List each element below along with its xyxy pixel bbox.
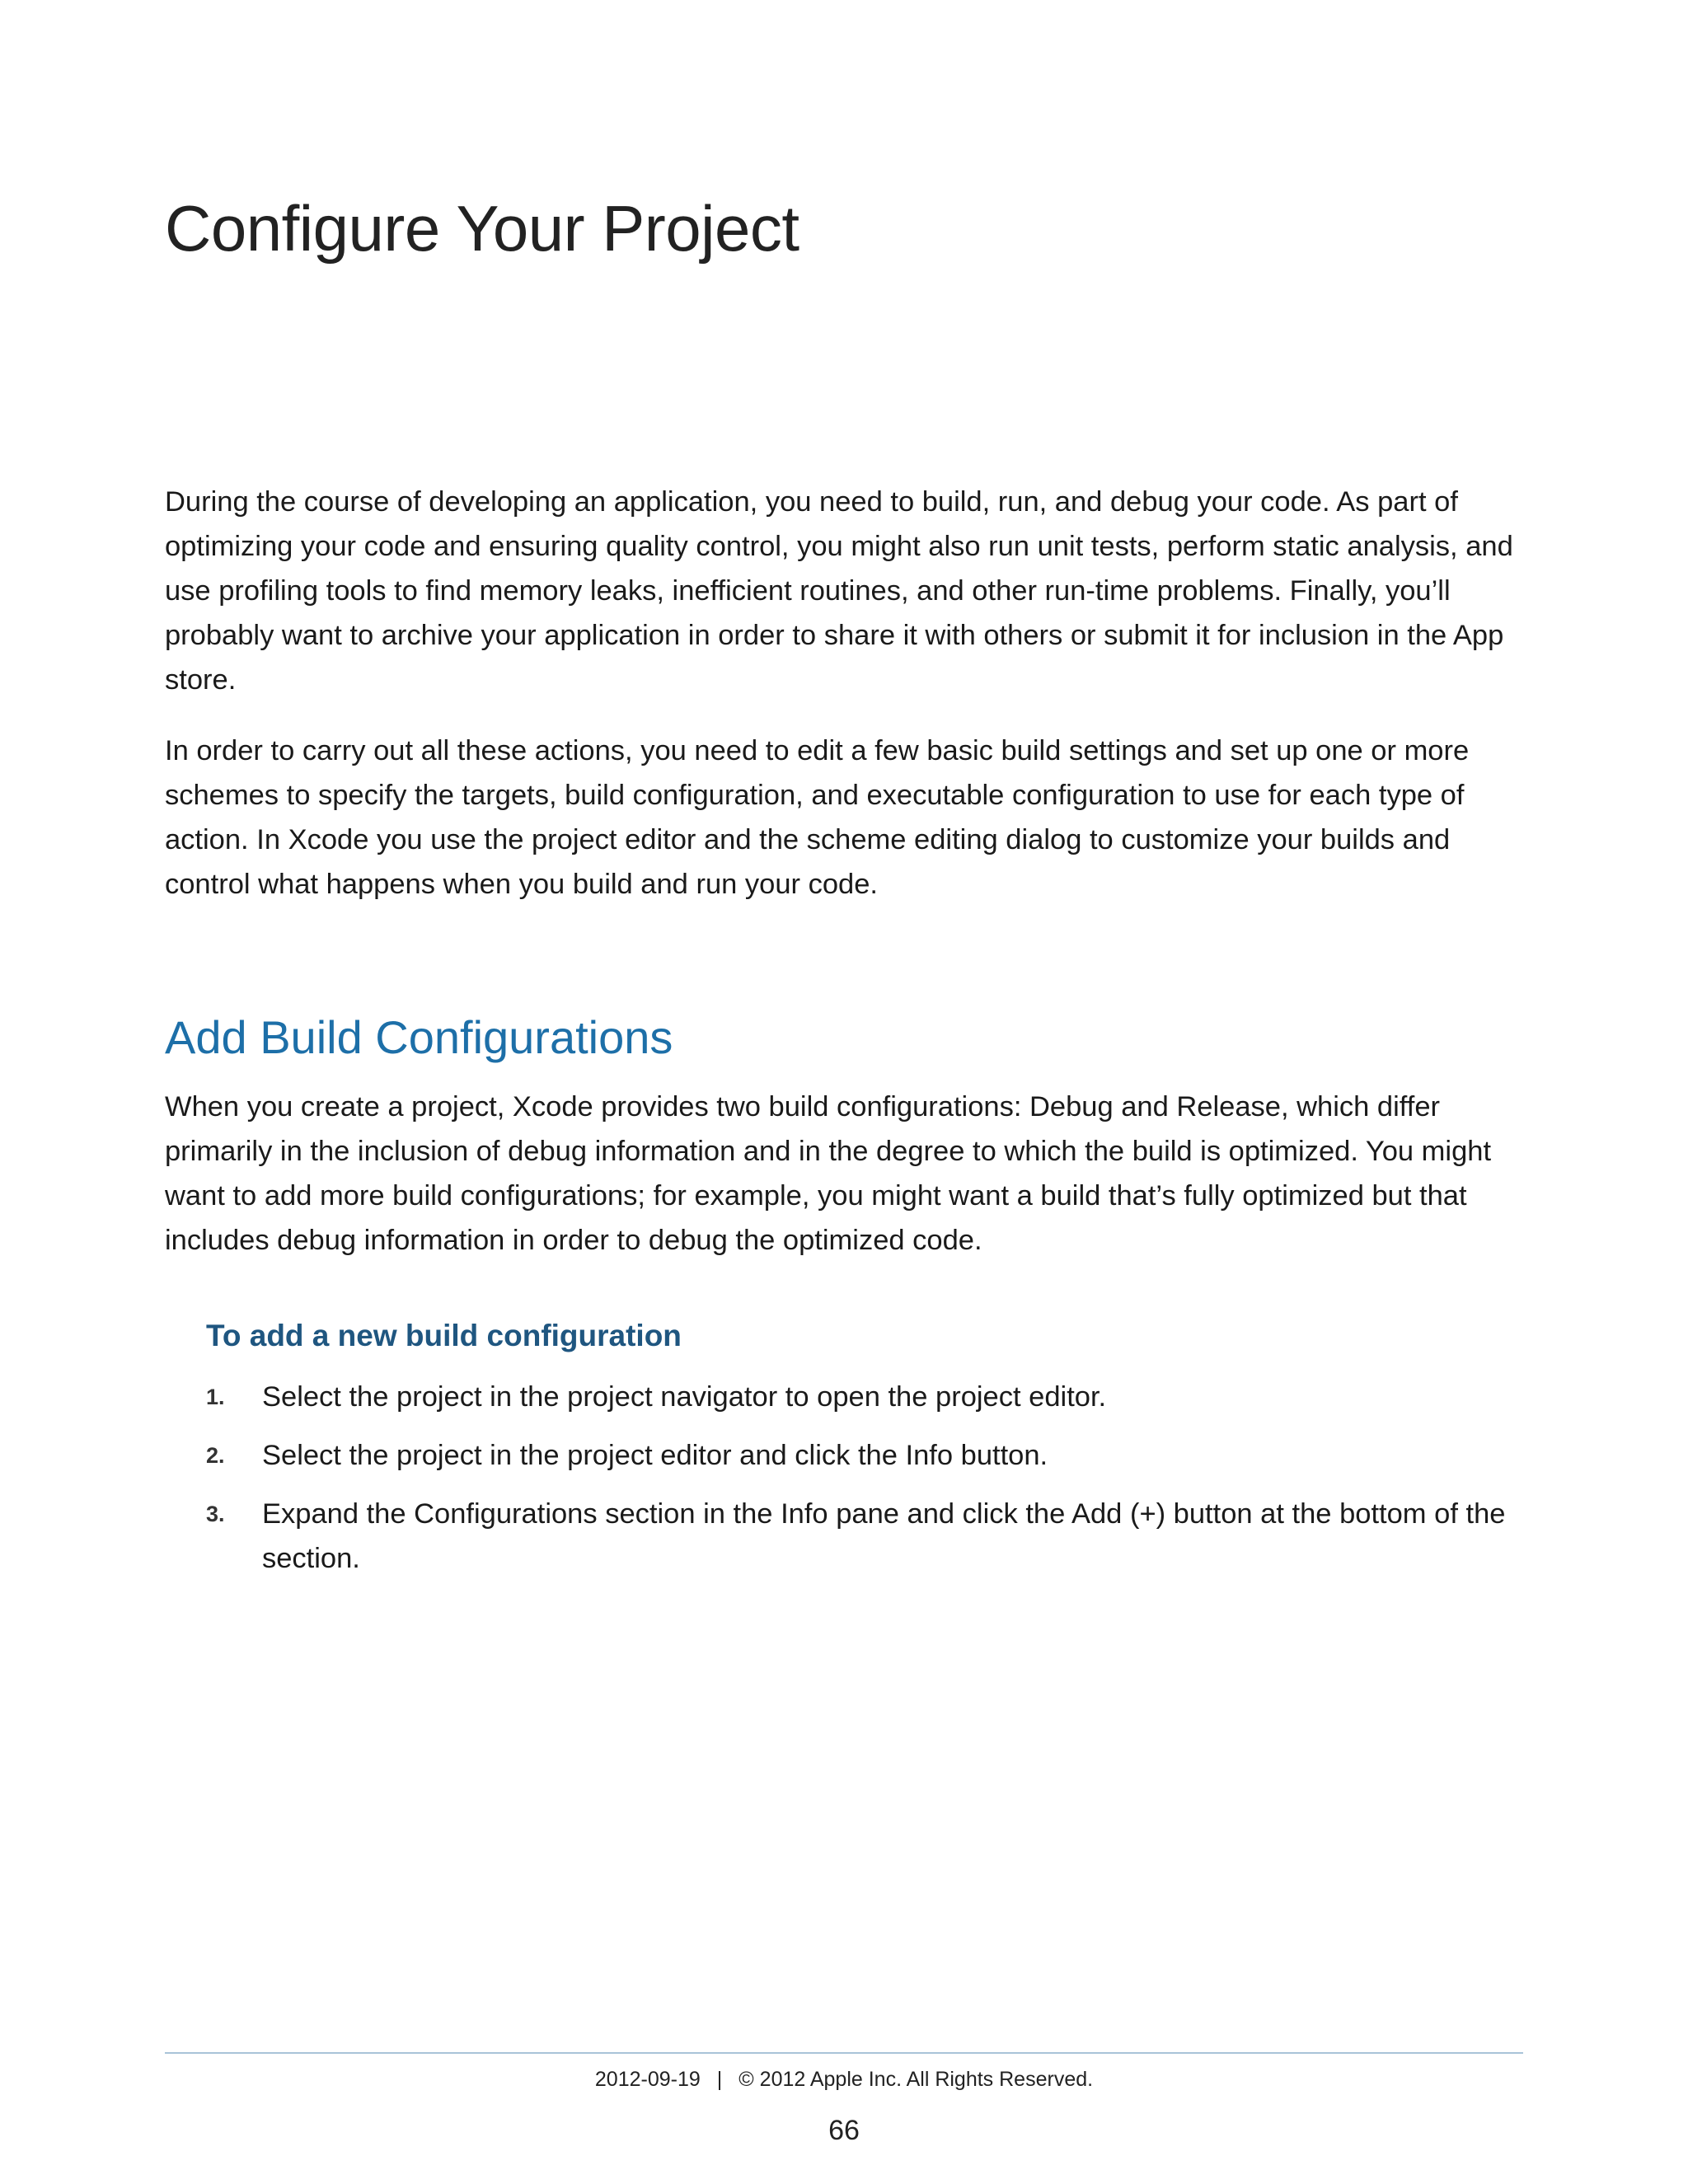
task-heading: To add a new build configuration <box>206 1319 682 1352</box>
page-title: Configure Your Project <box>165 192 799 265</box>
step-text: Expand the Configurations section in the Info pane and click the Add (+) button at the bottom of the section. <box>262 1498 1506 1574</box>
intro-paragraph-2: In order to carry out all these actions, you need to edit a few basic build settings and set up one or more schemes to specify the targets, build configuration, and executable configuration to use for each type of action. In Xcode you use the project editor and the scheme editing dialog to customize your builds and control what happens when you build and run your code. <box>165 735 1470 900</box>
intro-paragraph-1: During the course of developing an application, you need to build, run, and debug your code. As part of optimizing your code and ensuring quality control, you might also run unit tests, perform static analysis, and use profiling tools to find memory leaks, inefficient routines, and other run-time problems. Finally, you’ll probably want to archive your application in order to share it with others or submit it for inclusion in the App store. <box>165 486 1513 696</box>
step-number: 3. <box>206 1502 225 1526</box>
footer-date: 2012-09-19 <box>594 2068 701 2091</box>
step-number: 1. <box>206 1385 225 1409</box>
task-step <box>206 1433 1525 1478</box>
section-heading: Add Build Configurations <box>165 1011 673 1063</box>
step-text: Select the project in the project navigator to open the project editor. <box>262 1381 1107 1413</box>
step-text: Select the project in the project editor and click the Info button. <box>262 1440 1048 1471</box>
footer-info <box>0 2068 1688 2092</box>
step-number: 2. <box>206 1443 225 1468</box>
task-steps-list <box>206 1375 1525 1595</box>
footer-divider <box>165 2052 1523 2054</box>
footer-separator: | <box>716 2068 723 2091</box>
task-step <box>206 1492 1525 1581</box>
section-paragraph: When you create a project, Xcode provides two build configurations: Debug and Release, which differ primarily in the inclusion of debug information and in the degree to which the build is optimized. You might want to add more build configurations; for example, you might want a build that’s fully optimized but that includes debug information in order to debug the optimized code. <box>165 1091 1492 1256</box>
task-step <box>206 1375 1525 1419</box>
page-number: 66 <box>828 2115 860 2146</box>
footer-copyright: © 2012 Apple Inc. All Rights Reserved. <box>738 2068 1094 2091</box>
